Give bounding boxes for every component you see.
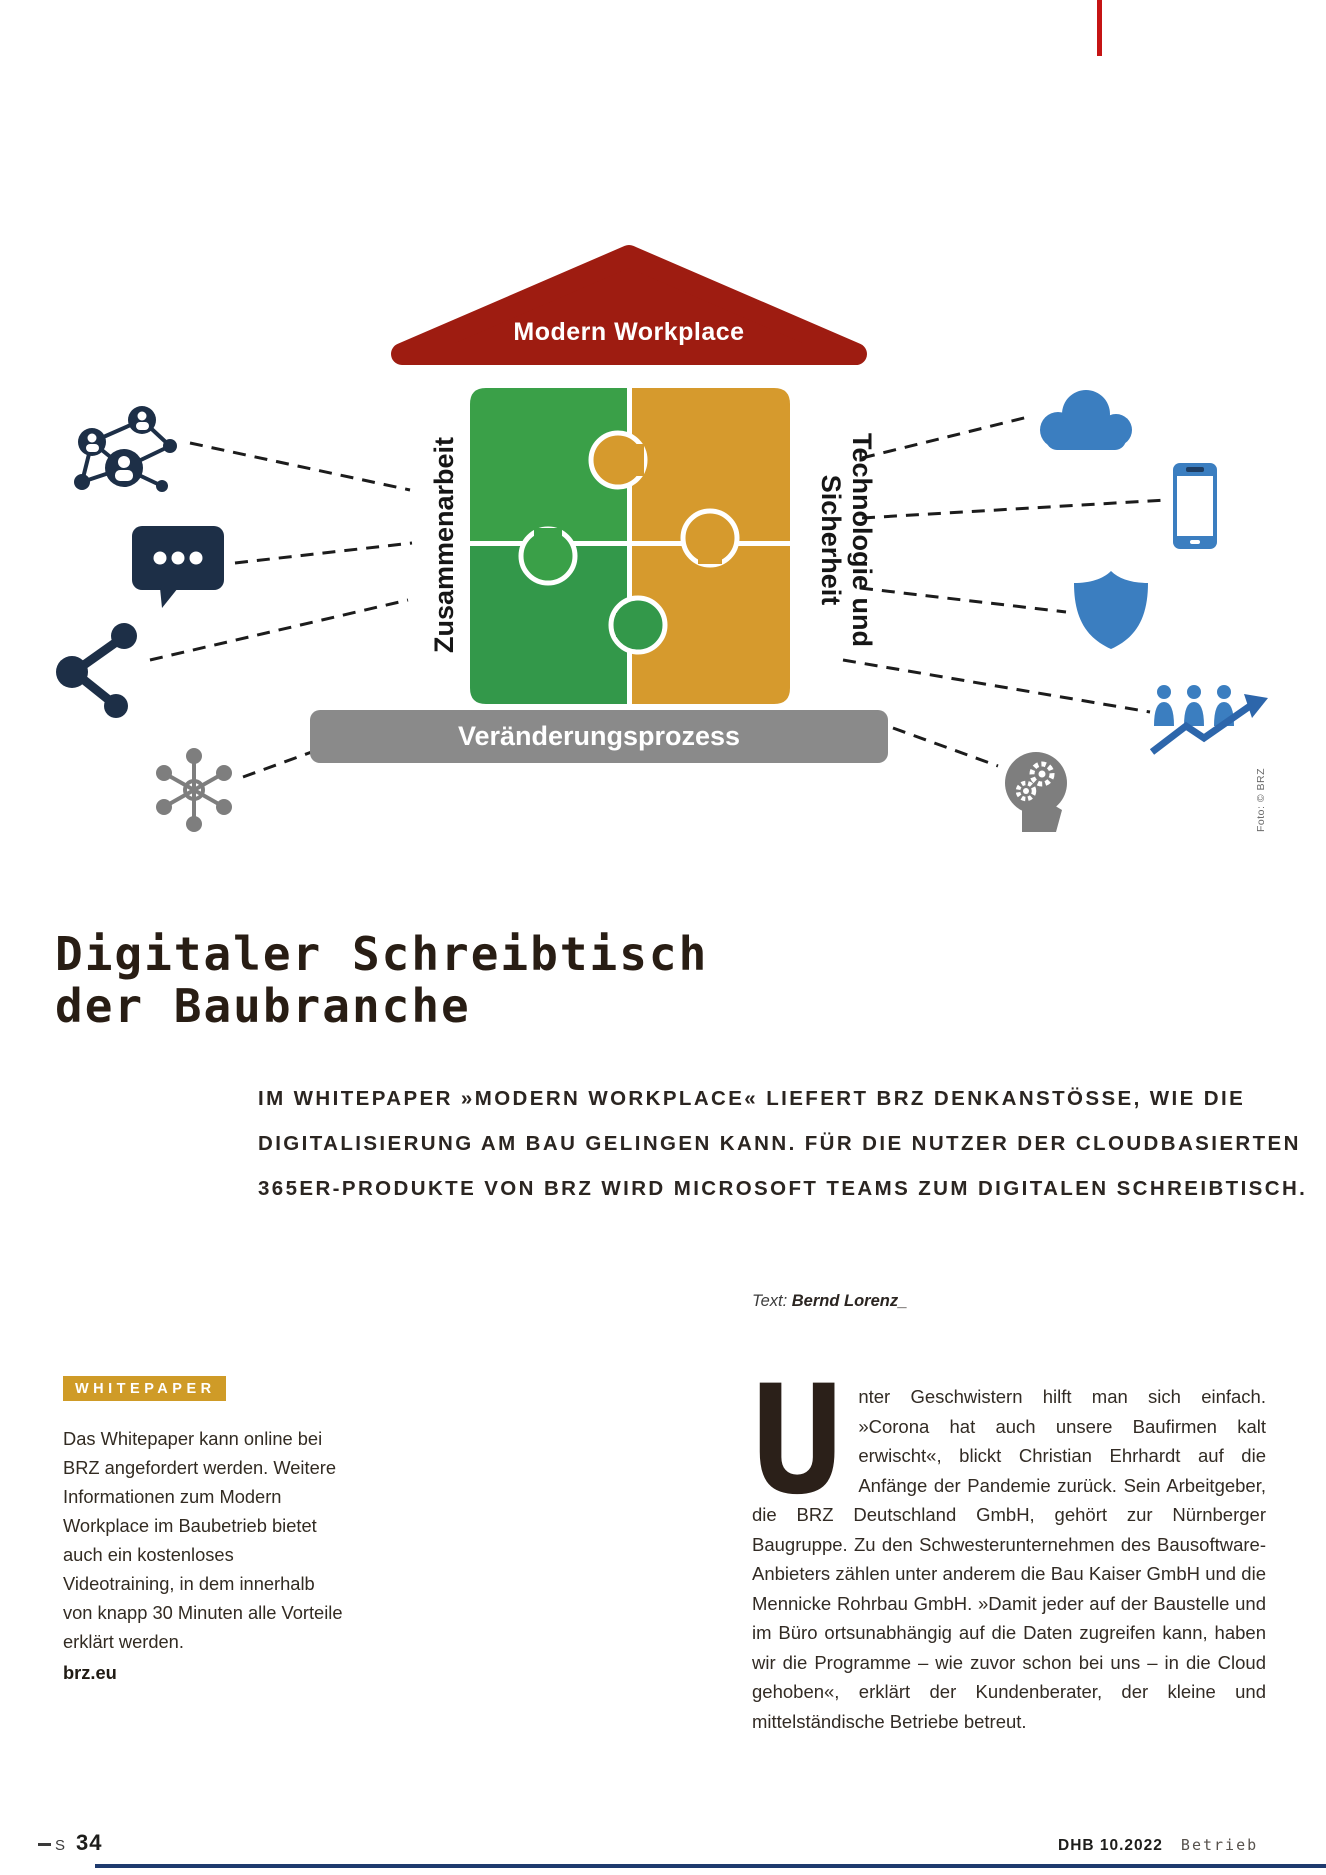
article-text: nter Geschwistern hilft man sich einfach. »Corona hat auch unsere Baufirmen kalt erwischt«, blickt Christian Ehrhardt auf die Anfänge der Pandemie zurück. Sein Arbeitgeber, die BRZ Deutschland GmbH, gehört zur Nürnberger Baugruppe. Zu den Schwesterunternehmen des Bausoftware-Anbieters zählen unter anderem die Bau Kaiser GmbH und die Mennicke Rohrbau GmbH. »Damit jeder auf der Baustelle und im Büro ortsunabhängig auf die Daten zugreifen kann, haben wir die Programme – wie zuvor schon bei uns – in die Cloud gehoben«, erklärt der Kundenberater, der kleine und mittelständische Betriebe betreut. (752, 1386, 1266, 1732)
label-zusammenarbeit: Zusammenarbeit (429, 436, 459, 654)
photo-credit: Foto: © BRZ (1255, 768, 1267, 832)
shield-icon (1072, 570, 1150, 650)
byline-label: Text: (752, 1292, 788, 1310)
growth-team-icon (1150, 680, 1270, 758)
page-title (55, 928, 708, 1032)
dropcap: U (752, 1354, 843, 1528)
folio-number: 34 (76, 1830, 103, 1855)
title-line-2: der Baubranche (55, 979, 471, 1033)
mind-gears-icon (996, 748, 1076, 832)
byline (752, 1292, 907, 1311)
footer-rule (95, 1864, 1326, 1868)
standfirst-line: IM WHITEPAPER »MODERN WORKPLACE« LIEFERT BRZ DENKANSTÖSSE, WIE DIE (258, 1087, 1246, 1110)
modern-workplace-diagram (0, 190, 1326, 890)
share-nodes-icon (52, 622, 144, 718)
veraenderungsprozess-label: Veränderungsprozess (457, 721, 741, 751)
roof-label: Modern Workplace (513, 318, 745, 346)
veraenderungsprozess-bar (310, 710, 888, 763)
label-sicherheit-line: Sicherheit (816, 474, 846, 606)
chat-bubble-icon (130, 518, 226, 610)
whitepaper-infobox-text: Das Whitepaper kann online bei BRZ angefordert werden. Weitere Informationen zum Modern Workplace im Baubetrieb bietet auch ein kostenloses Videotraining, in dem innerhalb von knapp 30 Minuten alle Vorteile erklärt werden. (63, 1428, 343, 1652)
issue-label: DHB 10.2022 (1058, 1837, 1163, 1854)
margin-dash (38, 1843, 51, 1846)
top-margin-red-mark (1097, 0, 1102, 56)
roof-shape (378, 242, 880, 370)
title-line-1: Digitaler Schreibtisch (55, 927, 709, 981)
page-folio (55, 1830, 103, 1856)
puzzle-pieces (470, 388, 790, 704)
issue-info (1058, 1836, 1258, 1855)
folio-prefix: S (55, 1837, 68, 1854)
whitepaper-tag: WHITEPAPER (63, 1376, 226, 1401)
section-label: Betrieb (1180, 1836, 1259, 1854)
byline-suffix: _ (898, 1292, 908, 1310)
whitepaper-infobox (63, 1424, 345, 1687)
byline-author: Bernd Lorenz (791, 1292, 899, 1310)
article-body (752, 1354, 1266, 1736)
people-network-icon (62, 402, 184, 504)
standfirst (258, 1076, 1307, 1211)
brz-link[interactable]: brz.eu (63, 1662, 117, 1683)
house-roof (378, 242, 880, 370)
cloud-icon (1032, 386, 1136, 450)
standfirst-line: DIGITALISIERUNG AM BAU GELINGEN KANN. FÜR DIE NUTZER DER CLOUDBASIERTEN (258, 1132, 1301, 1155)
label-technologie-line: Technologie und (847, 433, 877, 647)
hub-network-icon (148, 744, 240, 834)
standfirst-line: 365ER-PRODUKTE VON BRZ WIRD MICROSOFT TEAMS ZUM DIGITALEN SCHREIBTISCH. (258, 1177, 1308, 1200)
label-technologie-sicherheit (813, 380, 877, 700)
smartphone-icon (1172, 462, 1218, 550)
